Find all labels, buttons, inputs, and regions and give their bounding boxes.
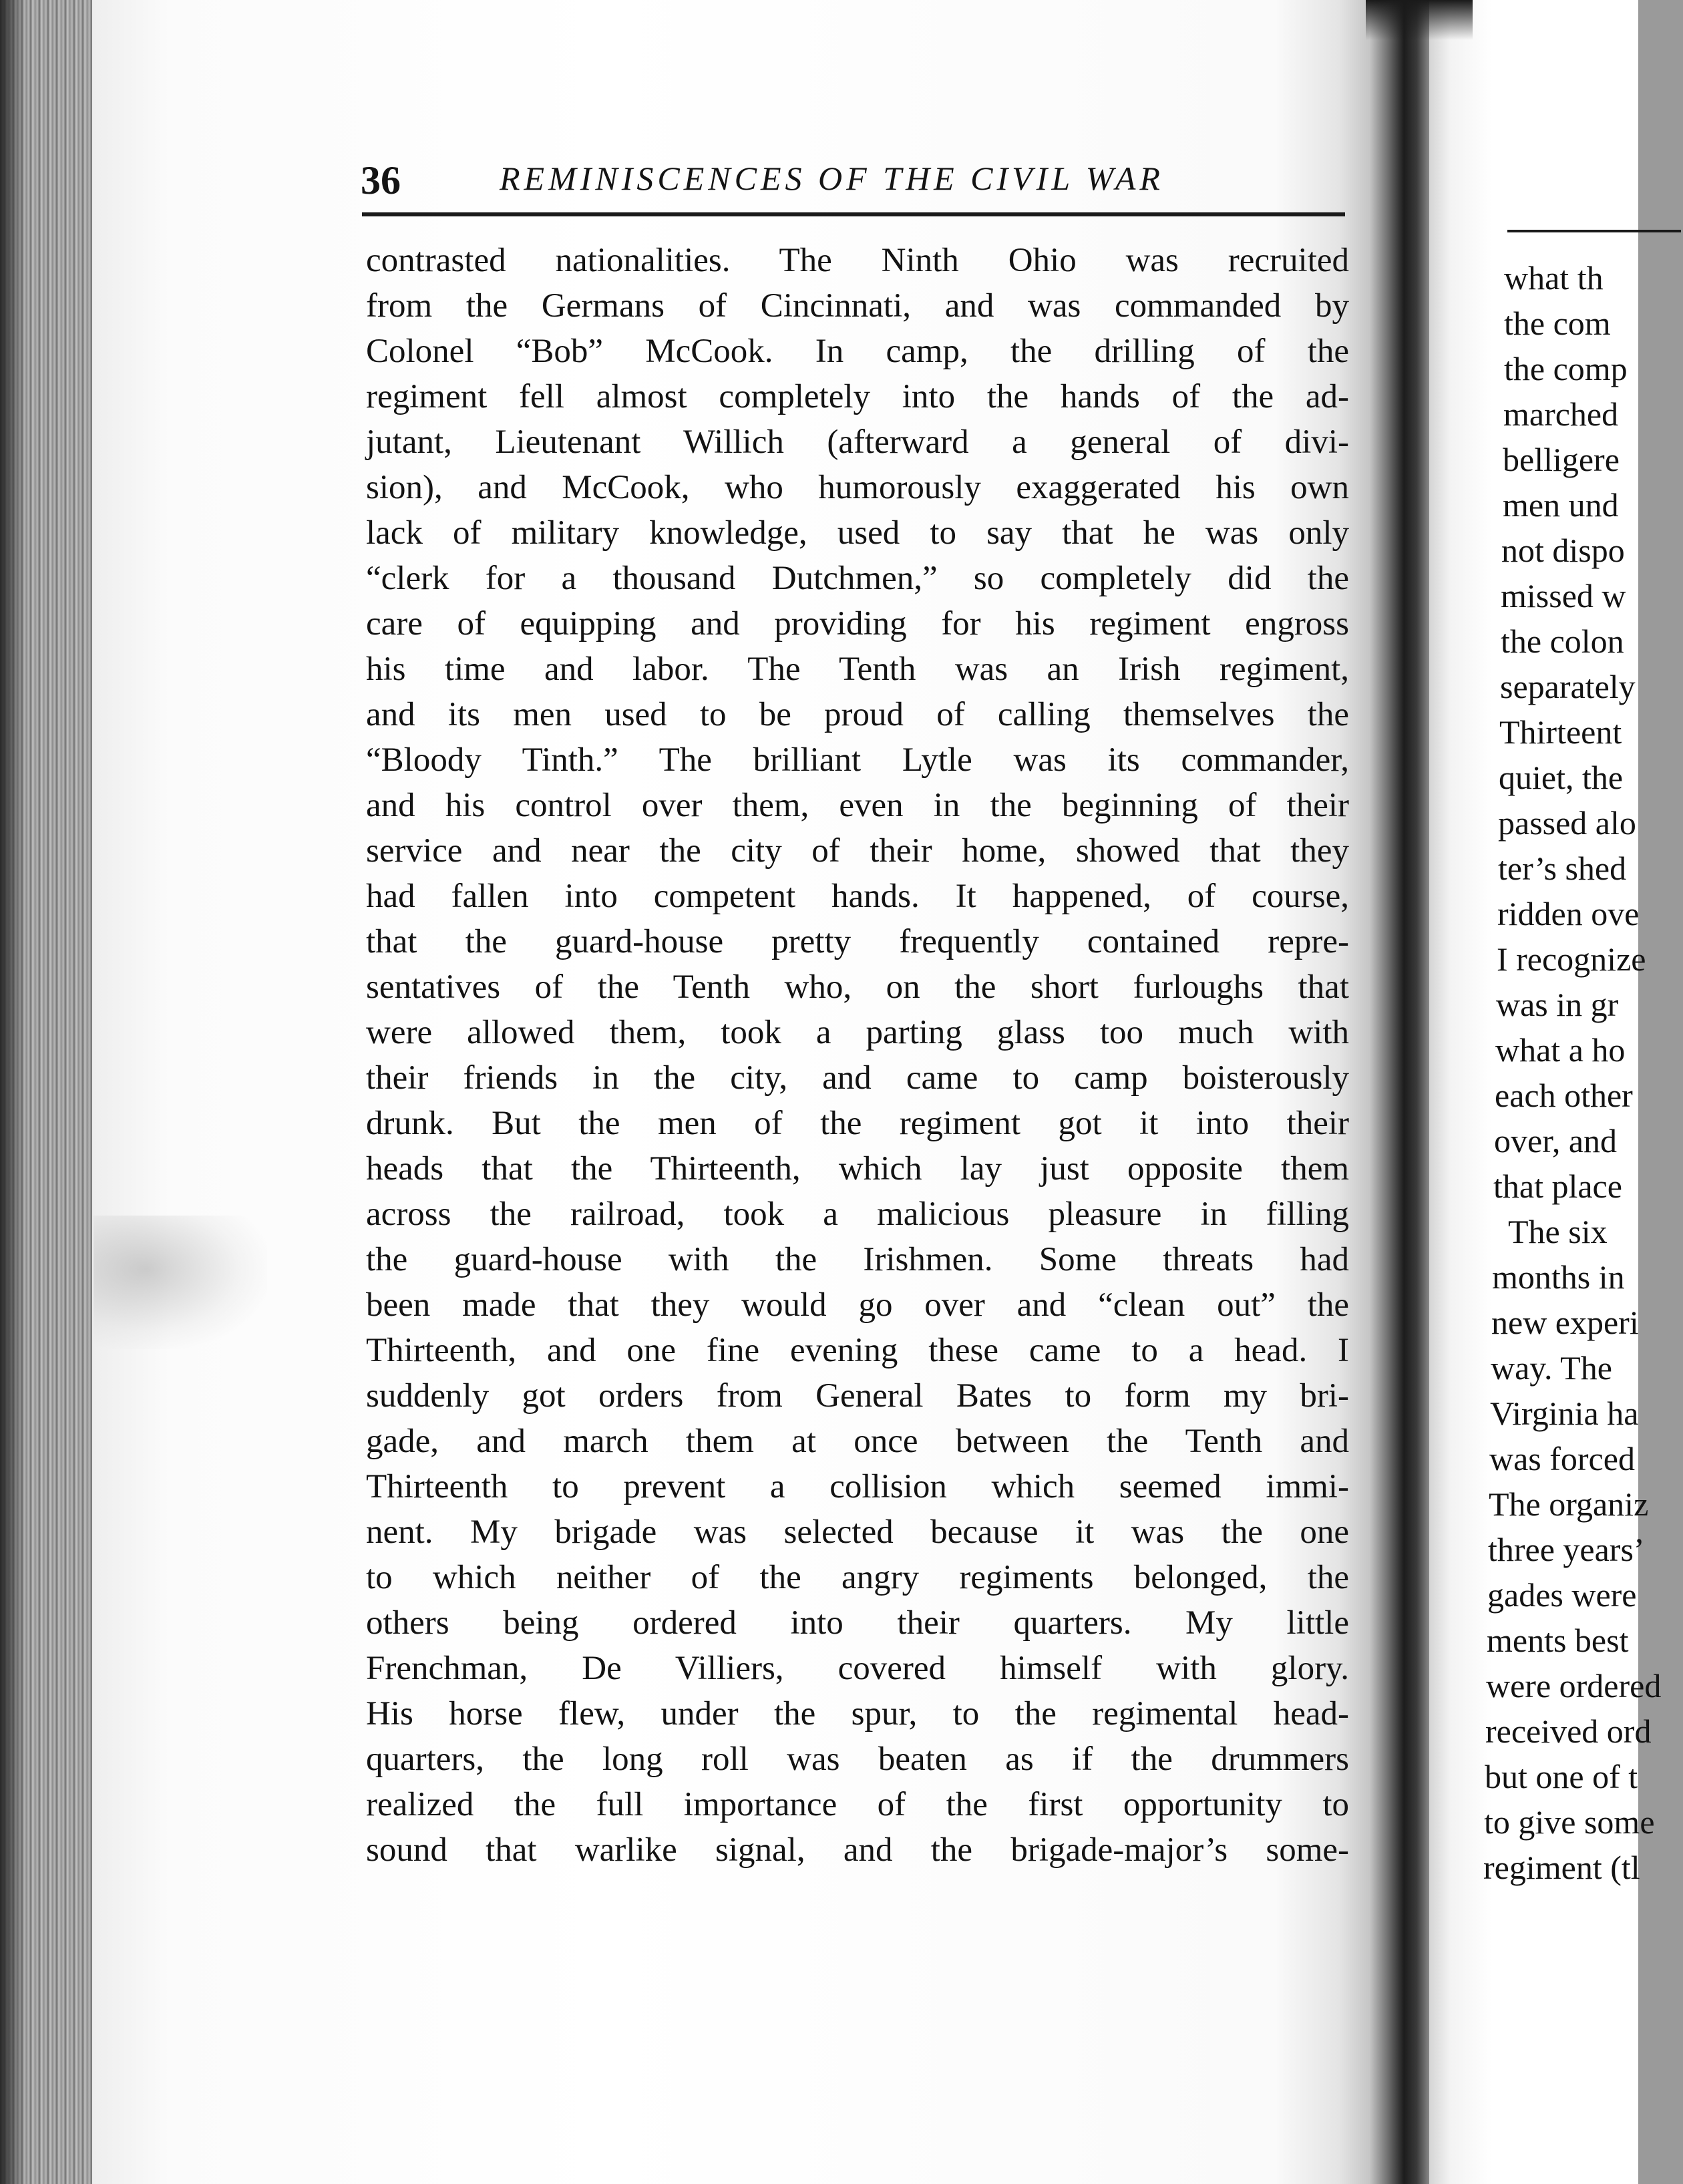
text-line: had fallen into competent hands. It happened, of course, xyxy=(366,878,1349,915)
text-line: care of equipping and providing for his regiment engross xyxy=(366,605,1349,643)
page-number: 36 xyxy=(361,158,401,202)
text-line: not dispo xyxy=(1501,532,1625,569)
running-head xyxy=(361,151,1349,211)
text-line: “clerk for a thousand Dutchmen,” so completely did the xyxy=(366,560,1349,597)
right-page xyxy=(1429,0,1662,2184)
text-line: missed w xyxy=(1501,577,1626,614)
text-line: what a ho xyxy=(1495,1031,1626,1069)
text-line: nent. My brigade was selected because it was the one xyxy=(366,1513,1349,1551)
text-line: to which neither of the angry regiments belonged, the xyxy=(366,1559,1349,1596)
text-line: marched xyxy=(1503,395,1619,433)
text-line: jutant, Lieutenant Willich (afterward a general of divi- xyxy=(366,423,1349,461)
text-line: his time and labor. The Tenth was an Irish regiment, xyxy=(366,651,1349,688)
text-line: were ordered xyxy=(1486,1667,1662,1704)
text-line: Thirteent xyxy=(1499,713,1622,751)
text-line: the comp xyxy=(1504,350,1628,387)
text-line: Thirteenth, and one fine evening these came to a head. I xyxy=(366,1332,1349,1369)
text-line: was forced xyxy=(1489,1440,1635,1477)
text-line: Colonel “Bob” McCook. In camp, the drilling of the xyxy=(366,333,1349,370)
text-line: three years’ xyxy=(1488,1531,1645,1568)
text-line: to give some xyxy=(1484,1803,1655,1841)
text-line: what th xyxy=(1504,259,1604,297)
text-line: regiment (tl xyxy=(1483,1849,1640,1886)
text-line: the colon xyxy=(1501,622,1624,660)
text-line: quarters, the long roll was beaten as if the drummers xyxy=(366,1741,1349,1778)
text-line: heads that the Thirteenth, which lay just opposite them xyxy=(366,1150,1349,1188)
body-text xyxy=(366,238,1349,1873)
text-line: each other xyxy=(1495,1077,1633,1114)
text-line: been made that they would go over and “clean out” the xyxy=(366,1286,1349,1324)
book-gutter xyxy=(1369,0,1433,2184)
text-line: over, and xyxy=(1494,1122,1618,1159)
text-line: others being ordered into their quarters. My little xyxy=(366,1604,1349,1642)
text-line: gades were xyxy=(1487,1576,1637,1614)
text-line: sion), and McCook, who humorously exaggerated his own xyxy=(366,469,1349,506)
text-line: months in xyxy=(1492,1258,1625,1296)
text-line: His horse flew, under the spur, to the regimental head- xyxy=(366,1695,1349,1733)
right-header-rule xyxy=(1507,230,1681,232)
text-line: quiet, the xyxy=(1499,759,1624,796)
text-line: “Bloody Tinth.” The brilliant Lytle was its commander, xyxy=(366,741,1349,779)
text-line: Thirteenth to prevent a collision which seemed immi- xyxy=(366,1468,1349,1505)
text-line: but one of t xyxy=(1485,1758,1638,1795)
text-line: were allowed them, took a parting glass too much with xyxy=(366,1014,1349,1051)
text-line: across the railroad, took a malicious pleasure in filling xyxy=(366,1196,1349,1233)
text-line: and his control over them, even in the beginning of their xyxy=(366,787,1349,824)
gutter-shadow xyxy=(1366,0,1473,40)
text-line: that the guard-house pretty frequently contained repre- xyxy=(366,923,1349,960)
text-line: Virginia ha xyxy=(1490,1395,1639,1432)
text-line: The six xyxy=(1508,1213,1608,1250)
text-line: received ord xyxy=(1485,1712,1652,1750)
text-line: men und xyxy=(1503,486,1619,524)
text-line: the guard-house with the Irishmen. Some threats had xyxy=(366,1241,1349,1278)
text-line: that place xyxy=(1493,1167,1622,1205)
text-line: sound that warlike signal, and the brigade-major’s some- xyxy=(366,1831,1349,1869)
text-line: ments best xyxy=(1487,1622,1629,1659)
text-line: ter’s shed xyxy=(1498,850,1627,887)
text-line: contrasted nationalities. The Ninth Ohio was recruited xyxy=(366,242,1349,279)
text-line: ridden ove xyxy=(1497,895,1640,932)
text-line: drunk. But the men of the regiment got it into their xyxy=(366,1105,1349,1142)
text-line: sentatives of the Tenth who, on the short furloughs that xyxy=(366,968,1349,1006)
text-line: service and near the city of their home, showed that they xyxy=(366,832,1349,870)
text-line: realized the full importance of the first opportunity to xyxy=(366,1786,1349,1823)
text-line: suddenly got orders from General Bates to form my bri- xyxy=(366,1377,1349,1415)
text-line: I recognize xyxy=(1497,940,1646,978)
text-line: way. The xyxy=(1491,1349,1612,1387)
text-line: their friends in the city, and came to camp boisterously xyxy=(366,1059,1349,1097)
text-line: separately xyxy=(1500,668,1636,705)
text-line: lack of military knowledge, used to say that he was only xyxy=(366,514,1349,552)
text-line: was in gr xyxy=(1496,986,1619,1023)
edge-shadow xyxy=(0,0,27,2184)
running-title: REMINISCENCES OF THE CIVIL WAR xyxy=(500,160,1164,197)
text-line: and its men used to be proud of calling themselves the xyxy=(366,696,1349,733)
text-line: regiment fell almost completely into the hands of the ad- xyxy=(366,378,1349,415)
right-body-text xyxy=(1429,255,1662,1890)
header-rule xyxy=(362,212,1345,216)
text-line: new experi xyxy=(1491,1304,1639,1341)
text-line: The organiz xyxy=(1489,1485,1649,1523)
text-line: belligere xyxy=(1503,441,1620,478)
page-stain xyxy=(94,1216,267,1349)
text-line: passed alo xyxy=(1498,804,1636,842)
text-line: the com xyxy=(1504,305,1611,342)
text-line: from the Germans of Cincinnati, and was commanded by xyxy=(366,287,1349,325)
text-line: Frenchman, De Villiers, covered himself with glory. xyxy=(366,1650,1349,1687)
text-line: gade, and march them at once between the Tenth and xyxy=(366,1423,1349,1460)
